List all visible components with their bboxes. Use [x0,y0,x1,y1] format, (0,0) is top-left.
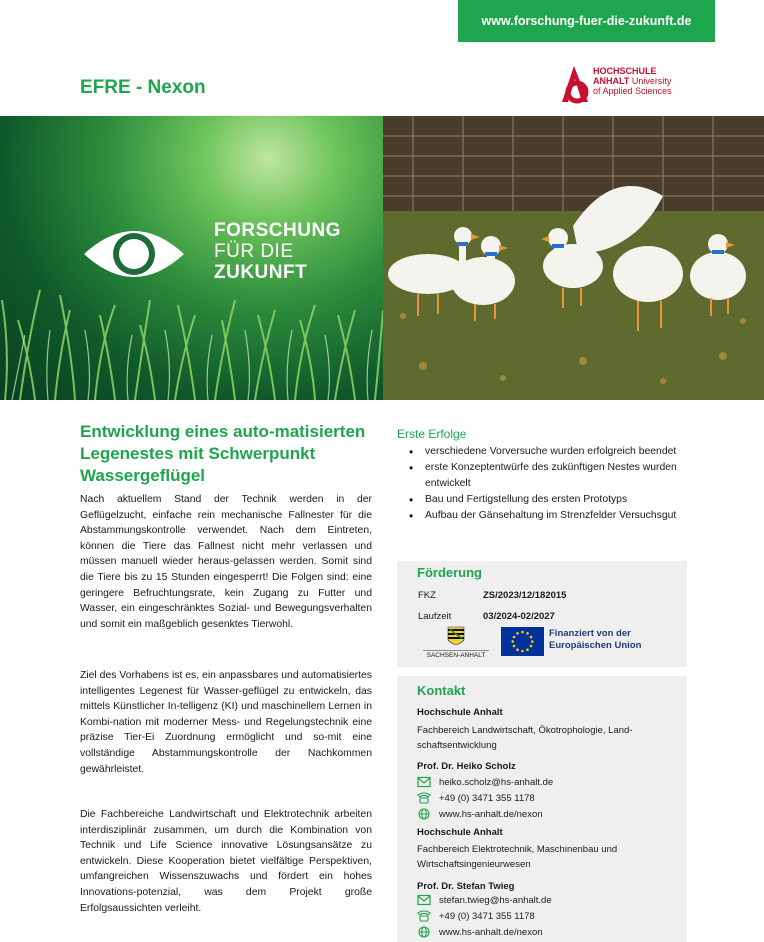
contact-email-row[interactable] [417,775,553,789]
success-item: • verschiedene Vorversuche wurden erfolgreich beendet [409,444,691,460]
contact-org: Hochschule Anhalt [417,827,503,838]
sachsen-anhalt-logo [423,626,489,660]
geese-scene-graphic [383,116,764,400]
contact-phone-row[interactable] [417,791,535,805]
phone-icon [417,910,431,922]
contact-phone[interactable]: +49 (0) 3471 355 1178 [439,792,535,804]
wordmark-line-1: FORSCHUNG [214,220,341,241]
article-paragraph-2: Ziel des Vorhabens ist es, ein anpassbares und automatisiertes intelligentes Legenest für Wasser-geflügel zu entwickeln, das mittels Künstlicher In-telligenz (KI) und maschinellem Lernen in Kombi-nation mit moderner Mess- und Regelungstechnik eine präzise Tier-Ei Zuordnung ermöglicht und so-mit eine vollständige Abstammungskontrolle der Nachkommen gewährleistet. [80,670,372,775]
contact-phone[interactable]: +49 (0) 3471 355 1178 [439,910,535,922]
eye-icon [80,222,188,286]
logo-line-3: of Applied Sciences [593,86,672,96]
logo-line-1: HOCHSCHULE [593,66,657,76]
contact-heading: Kontakt [417,683,466,698]
eu-funding-line-1: Finanziert von der [549,628,631,639]
contact-email[interactable]: heiko.scholz@hs-anhalt.de [439,776,554,788]
mail-icon [417,776,431,788]
contact-department: Fachbereich Elektrotechnik, Maschinenbau und Wirtschaftsingenieurwesen [417,844,618,870]
funding-box [397,561,687,667]
globe-icon [417,808,431,820]
hero-geese-photo [383,116,764,400]
success-item: • erste Konzeptentwürfe des zukünftigen Nestes wurden entwickelt [409,460,691,492]
contact-phone-row[interactable] [417,909,535,923]
eu-stars-icon [501,627,544,656]
article-paragraph-1: Nach aktuellem Stand der Technik werden in der Geflügelzucht, einfache rein mechanische Fallnester für die Abstammungskontrolle verwendet. Nach dem Eintreten, können die Tiere das Fallnest nicht mehr verlassen und müssen manuell wieder heraus-gelassen werden. Somit sind die Tiere bis zu 15 Stunden eingesperrt! Die Folgen sind: eine geringere Befruchtungsrate, kein Zugang zu Futter und Wasser, ein eingeschränktes Sozial- und Bewegungsverhalten und somit ein maßgeblich gesenktes Tierwohl. [80,494,372,630]
successes-list [409,444,691,524]
forschung-fuer-die-zukunft-wordmark [214,220,341,283]
sachsen-anhalt-crest-icon [423,626,489,650]
sachsen-anhalt-label: SACHSEN-ANHALT [423,650,489,659]
phone-icon [417,792,431,804]
fkz-label: FKZ [418,590,436,601]
hochschule-anhalt-logo-mark-icon [557,63,593,105]
funding-heading: Förderung [417,565,482,580]
success-item: • Aufbau der Gänsehaltung im Strenzfelder Versuchsgut [409,508,691,524]
contact-web-row[interactable] [417,807,543,821]
website-url-banner[interactable] [458,0,715,42]
article-title: Entwicklung eines auto-matisierten Legenestes mit Schwerpunkt Wassergeflügel [80,422,366,485]
hochschule-anhalt-logo [557,63,697,108]
eu-funding-text [549,628,641,652]
contact-website[interactable]: www.hs-anhalt.de/nexon [439,926,543,938]
contact-name: Prof. Dr. Heiko Scholz [417,761,516,772]
mail-icon [417,894,431,906]
contact-name: Prof. Dr. Stefan Twieg [417,881,515,892]
runtime-label: Laufzeit [418,611,452,622]
contact-website[interactable]: www.hs-anhalt.de/nexon [439,808,543,820]
runtime-value: 03/2024-02/2027 [483,611,555,622]
globe-icon [417,926,431,938]
contact-org: Hochschule Anhalt [417,707,503,718]
article-paragraph-3: Die Fachbereiche Landwirtschaft und Elektrotechnik arbeiten interdisziplinär zusammen, um durch die Kombination von Technik und Life Science innovative Lösungsansätze zu entwickeln. Diese Kooperation bietet vielfältige Perspektiven, umfangreichen Wissenszuwachs und fördert ein hohes Innovations-potenzial, was dem Projekt große Erfolgsaussichten verleiht. [80,809,372,914]
logo-line-2-rest: University [629,76,672,86]
success-item: • Bau und Fertigstellung des ersten Prototyps [409,492,691,508]
website-url[interactable]: www.forschung-fuer-die-zukunft.de [481,14,692,28]
fkz-value: ZS/2023/12/182015 [483,590,567,601]
project-title: EFRE - Nexon [80,77,206,98]
wordmark-line-2: FÜR DIE [214,241,294,262]
wordmark-line-3: ZUKUNFT [214,262,308,283]
hochschule-anhalt-logo-text [593,66,672,96]
contact-email-row[interactable] [417,893,552,907]
logo-line-2-bold: ANHALT [593,76,630,86]
contact-box [397,676,687,942]
contact-department: Fachbereich Landwirtschaft, Ökotrophologie, Land-schaftsentwicklung [417,725,633,751]
contact-email[interactable]: stefan.twieg@hs-anhalt.de [439,894,552,906]
eu-flag-icon [501,627,544,656]
eu-funding-line-2: Europäischen Union [549,640,642,651]
successes-heading: Erste Erfolge [397,427,467,441]
contact-web-row[interactable] [417,925,543,939]
